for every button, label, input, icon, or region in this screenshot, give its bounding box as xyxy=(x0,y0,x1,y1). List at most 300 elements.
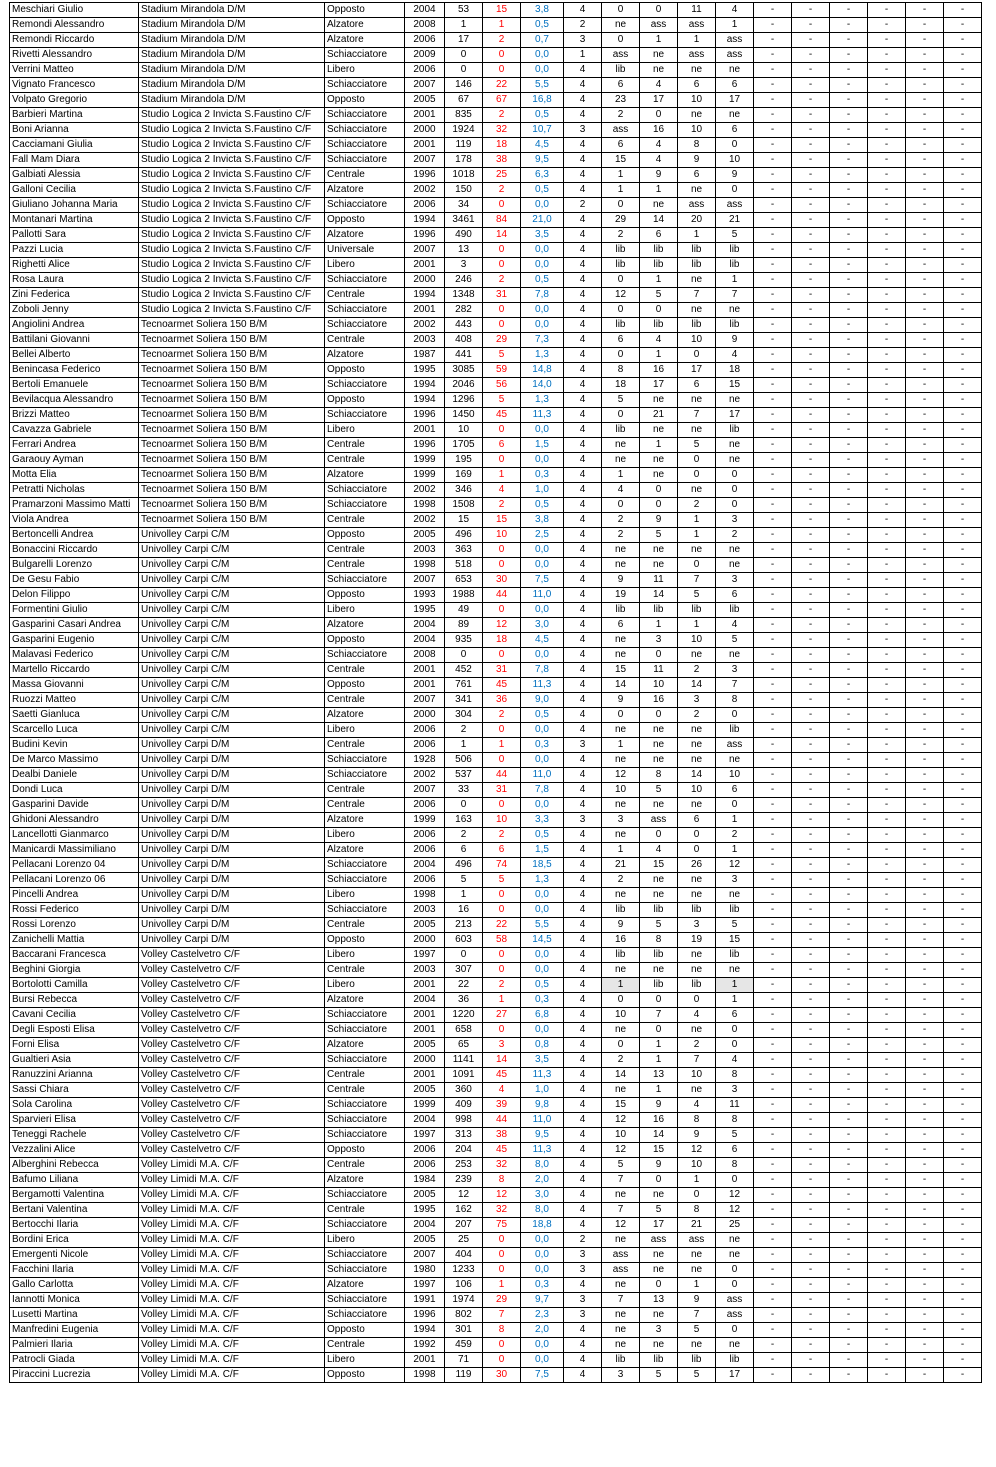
team-name-cell: Studio Logica 2 Invicta S.Faustino C/F xyxy=(139,123,325,138)
match-3-cell: 14 xyxy=(678,678,716,693)
matches-cell: 4 xyxy=(564,1008,602,1023)
team-name-cell: Univolley Carpi D/M xyxy=(139,903,325,918)
match-1-cell: 6 xyxy=(602,78,640,93)
team-name-cell: Volley Castelvetro C/F xyxy=(139,1098,325,1113)
matches-cell: 4 xyxy=(564,558,602,573)
empty-cell: - xyxy=(868,1068,906,1083)
empty-cell: - xyxy=(754,408,792,423)
table-row xyxy=(10,603,982,618)
table-row xyxy=(10,693,982,708)
total-points-cell: 363 xyxy=(445,543,483,558)
table-row xyxy=(10,513,982,528)
empty-cell: - xyxy=(944,453,982,468)
team-name-cell: Univolley Carpi D/M xyxy=(139,858,325,873)
team-name-cell: Volley Castelvetro C/F xyxy=(139,948,325,963)
season-points-cell: 74 xyxy=(483,858,521,873)
role-cell: Schiacciatore xyxy=(325,573,405,588)
season-points-cell: 0 xyxy=(483,453,521,468)
team-name-cell: Univolley Carpi D/M xyxy=(139,783,325,798)
player-name-cell: Pincelli Andrea xyxy=(10,888,139,903)
total-points-cell: 1 xyxy=(445,738,483,753)
birth-year-cell: 2006 xyxy=(405,843,445,858)
match-2-cell: 4 xyxy=(640,843,678,858)
match-3-cell: 1 xyxy=(678,513,716,528)
empty-cell: - xyxy=(906,843,944,858)
empty-cell: - xyxy=(754,1368,792,1383)
match-1-cell: 12 xyxy=(602,1113,640,1128)
points-average-cell: 0,5 xyxy=(521,828,564,843)
table-row xyxy=(10,933,982,948)
team-name-cell: Univolley Carpi D/M xyxy=(139,828,325,843)
empty-cell: - xyxy=(868,1038,906,1053)
season-points-cell: 6 xyxy=(483,438,521,453)
empty-cell: - xyxy=(754,873,792,888)
match-2-cell: 16 xyxy=(640,363,678,378)
empty-cell: - xyxy=(792,993,830,1008)
match-1-cell: 0 xyxy=(602,708,640,723)
team-name-cell: Univolley Carpi D/M xyxy=(139,918,325,933)
match-4-cell: ne xyxy=(716,1338,754,1353)
birth-year-cell: 1991 xyxy=(405,1293,445,1308)
points-average-cell: 0,3 xyxy=(521,993,564,1008)
role-cell: Opposto xyxy=(325,93,405,108)
match-1-cell: 5 xyxy=(602,1158,640,1173)
team-name-cell: Volley Castelvetro C/F xyxy=(139,1113,325,1128)
total-points-cell: 603 xyxy=(445,933,483,948)
match-4-cell: ass xyxy=(716,738,754,753)
birth-year-cell: 2004 xyxy=(405,858,445,873)
match-1-cell: 0 xyxy=(602,993,640,1008)
match-4-cell: ne xyxy=(716,543,754,558)
role-cell: Centrale xyxy=(325,663,405,678)
points-average-cell: 0,5 xyxy=(521,18,564,33)
empty-cell: - xyxy=(868,813,906,828)
match-4-cell: 17 xyxy=(716,1368,754,1383)
season-points-cell: 8 xyxy=(483,1323,521,1338)
season-points-cell: 38 xyxy=(483,153,521,168)
empty-cell: - xyxy=(830,978,868,993)
empty-cell: - xyxy=(830,303,868,318)
empty-cell: - xyxy=(754,558,792,573)
match-4-cell: 12 xyxy=(716,858,754,873)
empty-cell: - xyxy=(754,648,792,663)
match-4-cell: 6 xyxy=(716,123,754,138)
empty-cell: - xyxy=(906,153,944,168)
match-3-cell: 12 xyxy=(678,1143,716,1158)
empty-cell: - xyxy=(792,453,830,468)
empty-cell: - xyxy=(906,903,944,918)
empty-cell: - xyxy=(906,603,944,618)
empty-cell: - xyxy=(830,1368,868,1383)
season-points-cell: 84 xyxy=(483,213,521,228)
table-row xyxy=(10,993,982,1008)
match-2-cell: 0 xyxy=(640,108,678,123)
birth-year-cell: 2002 xyxy=(405,318,445,333)
points-average-cell: 2,3 xyxy=(521,1308,564,1323)
matches-cell: 3 xyxy=(564,1308,602,1323)
match-3-cell: lib xyxy=(678,1353,716,1368)
match-3-cell: ass xyxy=(678,1233,716,1248)
table-row xyxy=(10,108,982,123)
empty-cell: - xyxy=(754,1218,792,1233)
birth-year-cell: 1995 xyxy=(405,1203,445,1218)
total-points-cell: 1 xyxy=(445,18,483,33)
match-4-cell: 1 xyxy=(716,18,754,33)
empty-cell: - xyxy=(792,1068,830,1083)
match-1-cell: ne xyxy=(602,723,640,738)
matches-cell: 4 xyxy=(564,918,602,933)
matches-cell: 4 xyxy=(564,1113,602,1128)
empty-cell: - xyxy=(830,948,868,963)
match-3-cell: ne xyxy=(678,738,716,753)
matches-cell: 4 xyxy=(564,288,602,303)
empty-cell: - xyxy=(868,1323,906,1338)
match-3-cell: ne xyxy=(678,888,716,903)
matches-cell: 4 xyxy=(564,1278,602,1293)
table-row xyxy=(10,1143,982,1158)
birth-year-cell: 2006 xyxy=(405,828,445,843)
empty-cell: - xyxy=(830,318,868,333)
points-average-cell: 14,8 xyxy=(521,363,564,378)
team-name-cell: Studio Logica 2 Invicta S.Faustino C/F xyxy=(139,243,325,258)
empty-cell: - xyxy=(944,1203,982,1218)
match-2-cell: 4 xyxy=(640,138,678,153)
match-3-cell: 6 xyxy=(678,813,716,828)
empty-cell: - xyxy=(830,348,868,363)
match-1-cell: 15 xyxy=(602,663,640,678)
total-points-cell: 17 xyxy=(445,33,483,48)
empty-cell: - xyxy=(906,858,944,873)
empty-cell: - xyxy=(868,1083,906,1098)
empty-cell: - xyxy=(754,618,792,633)
match-2-cell: 13 xyxy=(640,1068,678,1083)
empty-cell: - xyxy=(868,963,906,978)
role-cell: Schiacciatore xyxy=(325,1308,405,1323)
match-3-cell: 1 xyxy=(678,228,716,243)
empty-cell: - xyxy=(868,78,906,93)
birth-year-cell: 2002 xyxy=(405,183,445,198)
role-cell: Centrale xyxy=(325,333,405,348)
empty-cell: - xyxy=(792,303,830,318)
empty-cell: - xyxy=(906,813,944,828)
points-average-cell: 1,5 xyxy=(521,438,564,453)
total-points-cell: 163 xyxy=(445,813,483,828)
empty-cell: - xyxy=(830,528,868,543)
table-row xyxy=(10,1173,982,1188)
birth-year-cell: 2005 xyxy=(405,918,445,933)
player-name-cell: Formentini Giulio xyxy=(10,603,139,618)
table-row xyxy=(10,303,982,318)
table-row xyxy=(10,873,982,888)
birth-year-cell: 1995 xyxy=(405,603,445,618)
total-points-cell: 5 xyxy=(445,873,483,888)
total-points-cell: 496 xyxy=(445,528,483,543)
empty-cell: - xyxy=(906,228,944,243)
match-2-cell: lib xyxy=(640,948,678,963)
total-points-cell: 22 xyxy=(445,978,483,993)
total-points-cell: 1924 xyxy=(445,123,483,138)
total-points-cell: 253 xyxy=(445,1158,483,1173)
match-2-cell: 10 xyxy=(640,678,678,693)
table-row xyxy=(10,678,982,693)
empty-cell: - xyxy=(792,438,830,453)
total-points-cell: 3 xyxy=(445,258,483,273)
match-1-cell: lib xyxy=(602,948,640,963)
empty-cell: - xyxy=(868,1203,906,1218)
empty-cell: - xyxy=(830,33,868,48)
empty-cell: - xyxy=(906,1023,944,1038)
table-row xyxy=(10,858,982,873)
table-row xyxy=(10,738,982,753)
match-4-cell: 9 xyxy=(716,333,754,348)
team-name-cell: Tecnoarmet Soliera 150 B/M xyxy=(139,333,325,348)
empty-cell: - xyxy=(906,888,944,903)
empty-cell: - xyxy=(906,1248,944,1263)
empty-cell: - xyxy=(754,1248,792,1263)
player-name-cell: Iannotti Monica xyxy=(10,1293,139,1308)
season-points-cell: 0 xyxy=(483,1233,521,1248)
team-name-cell: Univolley Carpi C/M xyxy=(139,543,325,558)
empty-cell: - xyxy=(830,63,868,78)
empty-cell: - xyxy=(868,783,906,798)
points-average-cell: 11,0 xyxy=(521,588,564,603)
empty-cell: - xyxy=(830,288,868,303)
match-4-cell: 0 xyxy=(716,1038,754,1053)
match-4-cell: ne xyxy=(716,558,754,573)
season-points-cell: 44 xyxy=(483,588,521,603)
points-average-cell: 7,8 xyxy=(521,288,564,303)
role-cell: Alzatore xyxy=(325,993,405,1008)
empty-cell: - xyxy=(868,123,906,138)
empty-cell: - xyxy=(906,1323,944,1338)
empty-cell: - xyxy=(754,468,792,483)
empty-cell: - xyxy=(792,1038,830,1053)
points-average-cell: 18,5 xyxy=(521,858,564,873)
match-4-cell: lib xyxy=(716,903,754,918)
season-points-cell: 7 xyxy=(483,1308,521,1323)
points-average-cell: 9,8 xyxy=(521,1098,564,1113)
match-4-cell: 5 xyxy=(716,633,754,648)
total-points-cell: 307 xyxy=(445,963,483,978)
match-1-cell: lib xyxy=(602,603,640,618)
empty-cell: - xyxy=(906,528,944,543)
points-average-cell: 2,5 xyxy=(521,528,564,543)
match-4-cell: 4 xyxy=(716,348,754,363)
birth-year-cell: 1994 xyxy=(405,213,445,228)
match-1-cell: 0 xyxy=(602,303,640,318)
birth-year-cell: 2006 xyxy=(405,198,445,213)
points-average-cell: 8,0 xyxy=(521,1158,564,1173)
role-cell: Centrale xyxy=(325,918,405,933)
match-2-cell: 1 xyxy=(640,273,678,288)
matches-cell: 4 xyxy=(564,528,602,543)
match-4-cell: 0 xyxy=(716,183,754,198)
empty-cell: - xyxy=(906,633,944,648)
empty-cell: - xyxy=(792,78,830,93)
empty-cell: - xyxy=(868,1158,906,1173)
empty-cell: - xyxy=(944,558,982,573)
empty-cell: - xyxy=(906,1068,944,1083)
birth-year-cell: 1994 xyxy=(405,393,445,408)
team-name-cell: Tecnoarmet Soliera 150 B/M xyxy=(139,393,325,408)
empty-cell: - xyxy=(944,78,982,93)
role-cell: Centrale xyxy=(325,168,405,183)
table-row xyxy=(10,1368,982,1383)
empty-cell: - xyxy=(906,123,944,138)
empty-cell: - xyxy=(944,993,982,1008)
season-points-cell: 31 xyxy=(483,783,521,798)
birth-year-cell: 2001 xyxy=(405,1008,445,1023)
empty-cell: - xyxy=(944,1323,982,1338)
team-name-cell: Volley Castelvetro C/F xyxy=(139,1083,325,1098)
empty-cell: - xyxy=(792,528,830,543)
total-points-cell: 998 xyxy=(445,1113,483,1128)
match-3-cell: 4 xyxy=(678,1098,716,1113)
match-1-cell: 0 xyxy=(602,1038,640,1053)
match-3-cell: 1 xyxy=(678,1278,716,1293)
empty-cell: - xyxy=(754,1173,792,1188)
season-points-cell: 1 xyxy=(483,738,521,753)
match-4-cell: 3 xyxy=(716,513,754,528)
match-2-cell: 0 xyxy=(640,498,678,513)
player-name-cell: Gasparini Davide xyxy=(10,798,139,813)
match-4-cell: 0 xyxy=(716,1323,754,1338)
total-points-cell: 65 xyxy=(445,1038,483,1053)
points-average-cell: 6,8 xyxy=(521,1008,564,1023)
player-name-cell: Bertoncelli Andrea xyxy=(10,528,139,543)
match-2-cell: lib xyxy=(640,243,678,258)
season-points-cell: 58 xyxy=(483,933,521,948)
empty-cell: - xyxy=(830,1248,868,1263)
empty-cell: - xyxy=(754,213,792,228)
matches-cell: 4 xyxy=(564,1368,602,1383)
empty-cell: - xyxy=(906,708,944,723)
table-row xyxy=(10,1068,982,1083)
team-name-cell: Tecnoarmet Soliera 150 B/M xyxy=(139,363,325,378)
empty-cell: - xyxy=(792,1023,830,1038)
team-name-cell: Univolley Carpi C/M xyxy=(139,588,325,603)
empty-cell: - xyxy=(754,1038,792,1053)
season-points-cell: 0 xyxy=(483,753,521,768)
matches-cell: 4 xyxy=(564,573,602,588)
points-average-cell: 8,0 xyxy=(521,1203,564,1218)
match-1-cell: 0 xyxy=(602,33,640,48)
points-average-cell: 3,5 xyxy=(521,1053,564,1068)
match-2-cell: 1 xyxy=(640,1083,678,1098)
birth-year-cell: 2006 xyxy=(405,1143,445,1158)
points-average-cell: 6,3 xyxy=(521,168,564,183)
match-4-cell: 17 xyxy=(716,93,754,108)
empty-cell: - xyxy=(830,138,868,153)
role-cell: Libero xyxy=(325,1233,405,1248)
match-4-cell: ne xyxy=(716,393,754,408)
match-3-cell: ne xyxy=(678,753,716,768)
role-cell: Schiacciatore xyxy=(325,1098,405,1113)
season-points-cell: 0 xyxy=(483,318,521,333)
empty-cell: - xyxy=(944,1353,982,1368)
role-cell: Schiacciatore xyxy=(325,303,405,318)
points-average-cell: 5,5 xyxy=(521,78,564,93)
empty-cell: - xyxy=(868,438,906,453)
match-2-cell: ne xyxy=(640,543,678,558)
match-4-cell: 0 xyxy=(716,1278,754,1293)
points-average-cell: 0,5 xyxy=(521,108,564,123)
match-1-cell: 1 xyxy=(602,978,640,993)
empty-cell: - xyxy=(906,693,944,708)
empty-cell: - xyxy=(944,1308,982,1323)
role-cell: Schiacciatore xyxy=(325,753,405,768)
match-3-cell: lib xyxy=(678,258,716,273)
empty-cell: - xyxy=(830,1008,868,1023)
empty-cell: - xyxy=(868,993,906,1008)
birth-year-cell: 2004 xyxy=(405,1218,445,1233)
match-4-cell: ne xyxy=(716,963,754,978)
match-4-cell: ass xyxy=(716,33,754,48)
match-1-cell: 3 xyxy=(602,1368,640,1383)
birth-year-cell: 2001 xyxy=(405,423,445,438)
table-row xyxy=(10,423,982,438)
empty-cell: - xyxy=(868,183,906,198)
empty-cell: - xyxy=(792,1053,830,1068)
matches-cell: 3 xyxy=(564,813,602,828)
empty-cell: - xyxy=(906,303,944,318)
team-name-cell: Univolley Carpi D/M xyxy=(139,843,325,858)
team-name-cell: Volley Limidi M.A. C/F xyxy=(139,1233,325,1248)
match-3-cell: 3 xyxy=(678,693,716,708)
empty-cell: - xyxy=(944,1023,982,1038)
role-cell: Libero xyxy=(325,258,405,273)
role-cell: Centrale xyxy=(325,558,405,573)
empty-cell: - xyxy=(906,453,944,468)
match-2-cell: 9 xyxy=(640,1098,678,1113)
table-row xyxy=(10,1113,982,1128)
empty-cell: - xyxy=(792,378,830,393)
role-cell: Alzatore xyxy=(325,33,405,48)
empty-cell: - xyxy=(868,1113,906,1128)
empty-cell: - xyxy=(830,693,868,708)
match-3-cell: ass xyxy=(678,48,716,63)
match-2-cell: 17 xyxy=(640,1218,678,1233)
empty-cell: - xyxy=(792,603,830,618)
match-1-cell: ne xyxy=(602,1308,640,1323)
empty-cell: - xyxy=(754,918,792,933)
empty-cell: - xyxy=(868,933,906,948)
match-1-cell: 29 xyxy=(602,213,640,228)
total-points-cell: 67 xyxy=(445,93,483,108)
team-name-cell: Studio Logica 2 Invicta S.Faustino C/F xyxy=(139,288,325,303)
season-points-cell: 5 xyxy=(483,873,521,888)
match-2-cell: 17 xyxy=(640,93,678,108)
empty-cell: - xyxy=(868,1218,906,1233)
team-name-cell: Tecnoarmet Soliera 150 B/M xyxy=(139,318,325,333)
table-row xyxy=(10,1218,982,1233)
match-3-cell: lib xyxy=(678,603,716,618)
points-average-cell: 0,0 xyxy=(521,1353,564,1368)
total-points-cell: 3461 xyxy=(445,213,483,228)
player-name-cell: Remondi Riccardo xyxy=(10,33,139,48)
match-4-cell: 3 xyxy=(716,873,754,888)
empty-cell: - xyxy=(830,1323,868,1338)
empty-cell: - xyxy=(944,213,982,228)
match-2-cell: 11 xyxy=(640,573,678,588)
match-3-cell: 7 xyxy=(678,1053,716,1068)
season-points-cell: 45 xyxy=(483,678,521,693)
birth-year-cell: 1992 xyxy=(405,1338,445,1353)
match-2-cell: 21 xyxy=(640,408,678,423)
empty-cell: - xyxy=(906,993,944,1008)
role-cell: Opposto xyxy=(325,933,405,948)
empty-cell: - xyxy=(906,573,944,588)
